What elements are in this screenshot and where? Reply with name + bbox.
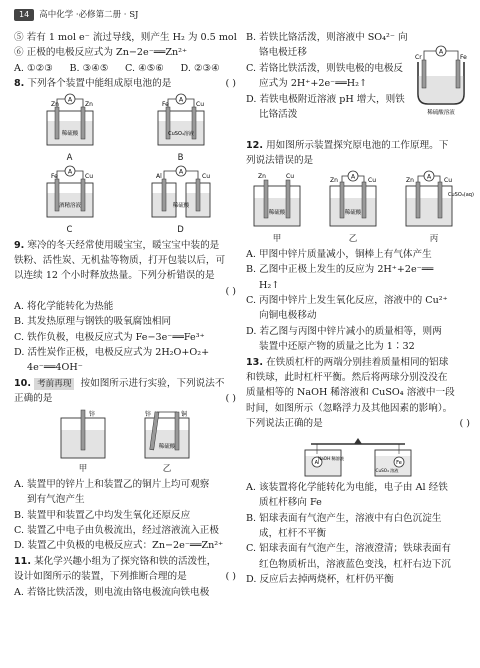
page-number: 14 [14, 9, 34, 21]
q13-stem-line-1 [246, 355, 470, 370]
q10-number: 10. [14, 377, 31, 389]
lever-diagram [303, 436, 413, 478]
q8a-solution: 稀硫酸 [61, 130, 78, 137]
q12-figure-yi [322, 170, 384, 245]
q8a-electrode-1: Zn [50, 100, 59, 108]
q8-figure-b-label: B [177, 152, 184, 163]
q12-yi-solution: 稀硫酸 [344, 209, 362, 216]
svg-text:A: A [67, 96, 72, 104]
svg-text:A: A [438, 48, 444, 56]
beaker-jia [53, 408, 113, 460]
q11-option-b[interactable]: B. 若铁比铬活泼，则溶液中 SO₄²⁻ 向 [246, 32, 408, 43]
q8a-electrode-2: Zn [84, 100, 93, 108]
q8-number: 8. [14, 78, 25, 90]
cell-diagram-c [35, 165, 105, 221]
left-column [14, 30, 236, 600]
q10-text-2: 正确的是 [14, 393, 53, 405]
q13-option-b-cont: 成，杠杆不平衡 [259, 527, 327, 539]
q8-figure-row-2 [14, 166, 236, 236]
q9-text-1: 寒冷的冬天经常使用暖宝宝，暖宝宝中装的是 [27, 239, 220, 251]
q7-option-b[interactable]: B. ③④⑤ [69, 62, 109, 74]
exam-tag: 考前再现 [34, 378, 74, 390]
q12-yi-e1: Zn [330, 176, 338, 184]
q13-stem-line-2: 和铁球，此时杠杆平衡。然后将两球分别没没在 [246, 372, 448, 384]
q9-option-c[interactable]: C. 铁作负极，电极反应式为 Fe−3e⁻══Fe³⁺ [14, 331, 205, 343]
right-column [246, 30, 474, 588]
q10-option-a-cont: 到有气泡产生 [27, 494, 85, 506]
q8b-solution: CuSO₄溶液 [167, 130, 194, 137]
q13-option-d[interactable]: D. 反应后去掉两烧杯，杠杆仍平衡 [246, 574, 394, 586]
q10-figure-jia [53, 408, 113, 475]
q7-option-c[interactable]: C. ④⑤⑥ [125, 62, 164, 74]
cell-diagram-a [35, 93, 105, 149]
q13-text-1: 在铁质杠杆的两端分别挂着质量相同的铝球 [266, 356, 449, 368]
q11-continued [246, 30, 470, 138]
q12-bing-solution: CuSO₄(aq) [448, 191, 474, 198]
q10-figure [14, 409, 236, 475]
q10-option-a[interactable]: A. 装置甲的锌片上和装置乙的铜片上均可观察 [14, 478, 210, 490]
q12-number: 12. [246, 140, 263, 151]
q12-text-1: 用如图所示装置探究原电池的工作原理。下 [266, 140, 449, 151]
cell-diagram-b [146, 93, 216, 149]
svg-text:A: A [67, 168, 72, 176]
q12-option-a[interactable]: A. 甲图中锌片质量减小，铜棒上有气体产生 [246, 248, 432, 260]
svg-text:A: A [426, 173, 432, 181]
q13-option-b[interactable]: B. 铝球表面有气泡产生，溶液中有白色沉淀生 [246, 512, 442, 524]
q9-option-b[interactable]: B. 其发热原理与钢铁的吸氧腐蚀相同 [14, 316, 172, 328]
q8d-electrode-1: Al [155, 172, 162, 180]
q11-text-1: 某化学兴趣小组为了探究铬和铁的活泼性， [34, 555, 217, 567]
q13-option-c[interactable]: C. 铝球表面有气泡产生，溶液澄清；铁球表面有 [246, 543, 451, 555]
q8-figure-a-label: A [66, 152, 73, 163]
cell-diagram-d [146, 165, 216, 221]
q11-option-d-cont: 比铬活泼 [259, 109, 298, 121]
q13-figure [246, 434, 470, 478]
q12-option-d-cont: 装置中还原产物的质量之比为 1∶32 [259, 341, 415, 353]
q12-option-c-cont: 向铜电极移动 [259, 310, 317, 322]
q9-stem-line-2: 铁粉、活性炭、无机盐等物质，打开包装以后，可 [14, 255, 226, 267]
q11-option-d[interactable]: D. 若铁电极附近溶液 pH 增大，则铁 [246, 93, 405, 105]
q7-option-a[interactable]: A. ①②③ [14, 62, 53, 74]
q8c-solution: 酒精溶液 [58, 202, 81, 209]
q9-stem-line-3: 以连续 12 个小时释放热量。下列分析错误的是 [14, 270, 215, 282]
q11-stem-line-1 [14, 554, 236, 569]
q12-yi-e2: Cu [368, 176, 376, 184]
q8-figure-row-1 [14, 94, 236, 164]
q9-stem-line-1 [14, 238, 236, 253]
iron-ball-label: Fe [396, 459, 402, 466]
q8-figure-c [35, 165, 105, 236]
q9-number: 9. [14, 239, 25, 251]
q12-jia-e2: Cu [286, 172, 294, 180]
q8-figure-b [146, 93, 216, 164]
book-title: 高中化学 ·必修第二册 · SJ [39, 10, 139, 20]
q13-option-a-cont: 质杠杆移向 Fe [259, 497, 322, 509]
q7-option-d[interactable]: D. ②③④ [180, 62, 220, 74]
q12-jia-solution: 稀硫酸 [268, 209, 286, 216]
q10-stem-line-1 [14, 376, 236, 391]
q10-yi-electrode-2: 铜 [181, 410, 188, 418]
q10-label-yi: 乙 [162, 463, 172, 474]
q11-answer-blank[interactable]: ( ) [225, 571, 236, 583]
q10-label-jia: 甲 [78, 463, 88, 474]
q13-option-c-cont: 红色物质析出，溶液蓝色变浅，杠杆右边下沉 [259, 558, 451, 570]
q11-option-c[interactable]: C. 若铬比铁活泼，则铁电极的电极反 [246, 62, 404, 74]
q8-figure-d [146, 165, 216, 236]
q11-number: 11. [14, 555, 31, 567]
q8-figure-a [35, 93, 105, 164]
q13-number: 13. [246, 356, 263, 368]
q10-option-d[interactable]: D. 装置乙中负极的电极反应式：Zn−2e⁻══Zn²⁺ [14, 540, 224, 552]
q8d-solution: 稀硫酸 [172, 202, 189, 209]
q10-text-1: 按如图所示进行实验，下列说法不 [80, 377, 225, 389]
svg-text:A: A [178, 168, 183, 176]
q8b-electrode-1: Fe [161, 100, 169, 108]
svg-text:A: A [178, 96, 183, 104]
q10-figure-yi [137, 408, 197, 475]
q12-bing-e2: Cu [444, 176, 452, 184]
q8-figure-c-label: C [66, 224, 73, 235]
q11-option-b-cont: 铬电极迁移 [259, 47, 307, 59]
q12-label-jia: 甲 [272, 233, 282, 244]
q11-stem-line-2 [14, 569, 236, 584]
q12-figure-bing [398, 170, 474, 245]
q13-option-a[interactable]: A. 该装置将化学能转化为电能，电子由 Al 经铁 [246, 481, 448, 493]
q11-solution: 稀硫酸溶液 [427, 110, 455, 116]
q10-option-c[interactable]: C. 装置乙中电子由负极流出，经过溶液流入正极 [14, 524, 219, 536]
q12-option-c[interactable]: C. 丙图中锌片上发生氧化反应，溶液中的 Cu²⁺ [246, 295, 448, 307]
q11-text-2: 设计如图所示的装置，下列推断合理的是 [14, 571, 187, 583]
q9-option-a[interactable]: A. 将化学能转化为热能 [14, 300, 114, 312]
q12-cell-yi [322, 170, 384, 230]
q12-stem-line-2: 列说法错误的是 [246, 155, 314, 167]
q12-option-b[interactable]: B. 乙图中正极上发生的反应为 2H⁺+2e⁻══ [246, 264, 434, 276]
q8-answer-blank[interactable]: ( ) [225, 78, 236, 90]
q12-stem-line-1 [246, 138, 470, 153]
aluminum-ball-label: Al [314, 459, 320, 466]
q12-label-yi: 乙 [348, 233, 358, 244]
q9-answer-blank[interactable]: ( ) [225, 285, 236, 297]
q8d-electrode-2: Cu [201, 172, 210, 180]
q8b-electrode-2: Cu [195, 100, 204, 108]
naoh-solution-label: NaOH 稀溶液 [317, 455, 345, 461]
q10-yi-electrode-1: 锌 [145, 410, 152, 418]
q10-option-b[interactable]: B. 装置甲和装置乙中均发生氧化还原反应 [14, 509, 191, 521]
u-tube-cell [412, 44, 470, 118]
svg-text:A: A [350, 173, 356, 181]
q13-stem-line-3: 质量相等的 NaOH 稀溶液和 CuSO₄ 溶液中一段 [246, 387, 455, 399]
q9-paren-line [14, 284, 236, 299]
cuso4-solution-label: CuSO₄ 溶液 [375, 467, 399, 473]
q13-text-5: 下列说法正确的是 [246, 418, 323, 430]
q10-solution: 稀硫酸 [158, 443, 176, 450]
q10-stem-line-2 [14, 391, 236, 406]
q7-statement-5: ⑤ 若有 1 mol e⁻ 流过导线，则产生 H₂ 为 0.5 mol [14, 32, 237, 43]
q12-cell-bing [398, 170, 474, 230]
q12-option-d[interactable]: D. 若乙图与丙图中锌片减小的质量相等，则两 [246, 325, 442, 337]
q12-bing-e1: Zn [406, 176, 414, 184]
q11-figure [412, 44, 470, 123]
q12-label-bing: 丙 [429, 233, 439, 244]
q8-stem [14, 76, 236, 91]
q8c-electrode-2: Cu [84, 172, 93, 180]
page-header [14, 8, 138, 22]
q13-answer-blank[interactable]: ( ) [459, 418, 470, 430]
q12-figure [246, 171, 474, 245]
q7-statement-6: ⑥ 正极的电极反应式为 Zn−2e⁻══Zn²⁺ [14, 47, 188, 59]
q8-figure-d-label: D [177, 224, 184, 235]
q9-option-d[interactable]: D. 活性炭作正极，电极反应式为 2H₂O+O₂+ [14, 347, 210, 359]
q11-option-a[interactable]: A. 若铬比铁活泼，则电流由铬电极流向铁电极 [14, 586, 210, 598]
q11-option-c-cont: 应式为 2H⁺+2e⁻══H₂↑ [259, 78, 368, 90]
q8-text: 下列各个装置中能组成原电池的是 [27, 78, 172, 90]
q10-answer-blank[interactable]: ( ) [225, 393, 236, 405]
q8c-electrode-1: Fe [50, 172, 58, 180]
q10-jia-electrode: 锌 [89, 410, 96, 418]
q12-cell-jia [246, 170, 308, 230]
q12-jia-e1: Zn [258, 172, 266, 180]
q13-stem-line-5 [246, 416, 470, 431]
q12-figure-jia [246, 170, 308, 245]
q11-electrode-2: Fe [460, 54, 467, 61]
q9-option-d-cont: 4e⁻══4OH⁻ [27, 362, 83, 374]
q7-options-row [14, 61, 236, 76]
q12-option-b-cont: H₂↑ [259, 279, 280, 291]
q13-stem-line-4: 时间，如图所示（忽略浮力及其他因素的影响）。 [246, 402, 453, 414]
q11-electrode-1: Cr [415, 54, 422, 61]
beaker-yi [137, 408, 197, 460]
